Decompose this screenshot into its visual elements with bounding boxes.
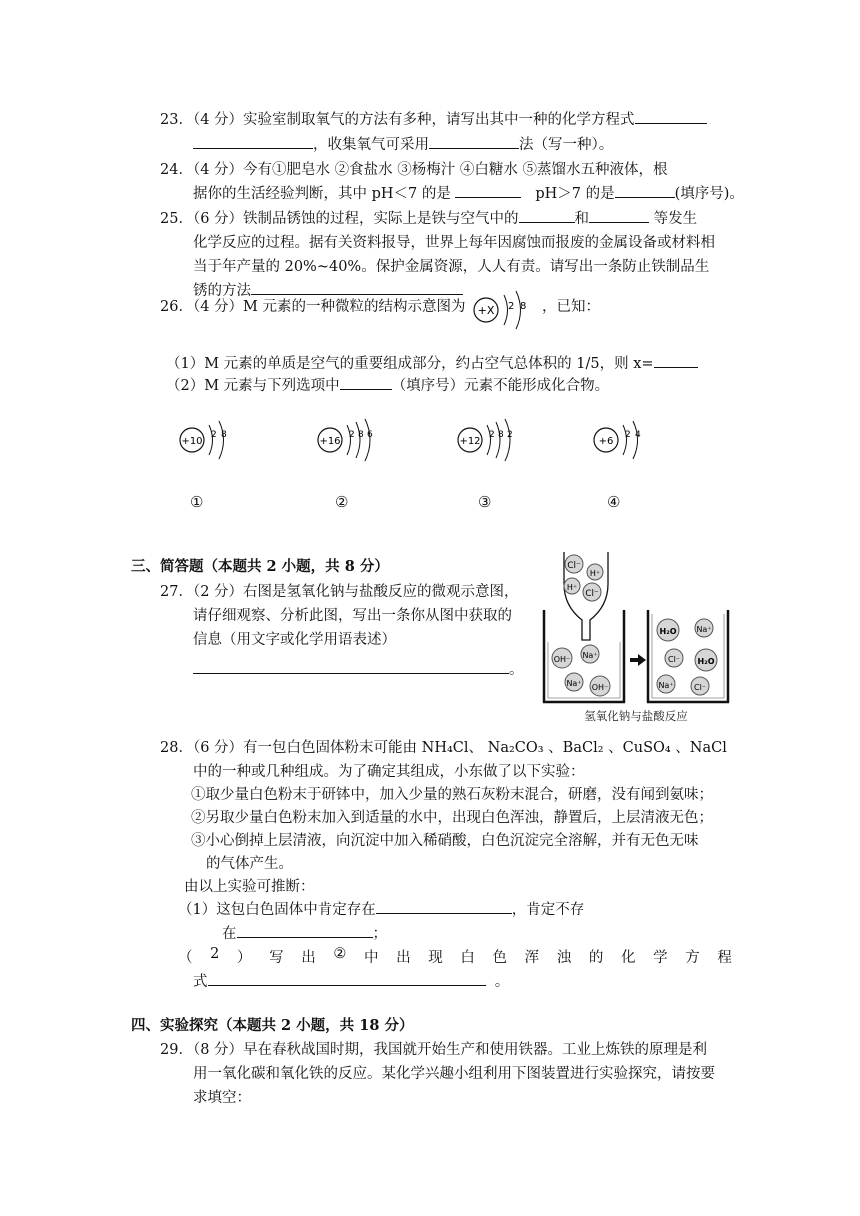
option-label-2: ②: [335, 493, 349, 511]
answer-blank: [429, 134, 519, 149]
svg-text:Cl⁻: Cl⁻: [567, 561, 581, 571]
q28-line1: 28．（6 分）有一包白色固体粉末可能由 NH₄Cl、 Na₂CO₃ 、BaCl₂ 、CuSO₄ 、NaCl: [160, 740, 727, 756]
q27-line1: 27．（2 分）右图是氢氧化钠与盐酸反应的微观示意图，: [160, 584, 519, 600]
q25-line2: 化学反应的过程。据有关资料报导，世界上每年因腐蚀而报废的金属设备或材料相: [193, 235, 715, 251]
q28-exp1: ①取少量白色粉末于研钵中，加入少量的熟石灰粉末混合，研磨，没有闻到氨味；: [191, 787, 713, 803]
q25-line1: 25．（6 分）铁制品锈蚀的过程，实际上是铁与空气中的 和 等发生: [160, 207, 697, 228]
svg-text:+X: +X: [477, 304, 495, 317]
q28-line2: 中的一种或几种组成。为了确定其组成，小东做了以下实验：: [193, 764, 585, 780]
svg-text:Cl⁻: Cl⁻: [693, 683, 707, 692]
svg-text:+12: +12: [459, 436, 481, 447]
svg-text:Cl⁻: Cl⁻: [667, 655, 681, 664]
atom-option-1: [176, 415, 256, 465]
atom-structure-diagram: [470, 285, 534, 335]
svg-text:OH⁻: OH⁻: [553, 655, 571, 664]
q28-answer1-cont: 在 ；: [222, 922, 387, 943]
answer-blank: [635, 109, 707, 124]
answer-blank: [193, 659, 509, 674]
svg-text:2: 2: [211, 430, 217, 440]
atom-option-4: [590, 415, 670, 465]
svg-text:H₂O: H₂O: [659, 627, 677, 636]
section-4-heading: 四、实验探究（本题共 2 小题，共 18 分）: [131, 1017, 414, 1034]
svg-text:Na⁺: Na⁺: [582, 651, 598, 660]
q27-line3: 信息（用文字或化学用语表述）: [193, 632, 396, 648]
svg-text:8: 8: [520, 301, 527, 312]
svg-text:H⁺: H⁺: [566, 583, 578, 592]
answer-blank: [654, 353, 698, 368]
svg-text:6: 6: [367, 430, 373, 440]
q28-exp3: ③小心倒掉上层清液，向沉淀中加入稀硝酸，白色沉淀完全溶解，并有无色无味: [191, 833, 699, 849]
q26-sub2: （2）M 元素与下列选项中 （填序号）元素不能形成化合物。: [166, 374, 609, 395]
option-label-4: ④: [607, 493, 621, 511]
q29-line2: 用一氧化碳和氧化铁的反应。某化学兴趣小组利用下图装置进行实验探究，请按要: [193, 1066, 715, 1082]
answer-blank: [615, 183, 675, 198]
answer-blank: [519, 208, 575, 223]
svg-text:2: 2: [625, 430, 631, 440]
atom-option-2: [314, 415, 394, 465]
q28-answer2-cont: 式 。: [193, 970, 509, 991]
svg-text:OH⁻: OH⁻: [591, 683, 609, 692]
q24-line2: 据你的生活经验判断，其中 pH＜7 的是 pH＞7 的是 (填序号)。: [193, 182, 744, 203]
svg-text:8: 8: [221, 430, 227, 440]
svg-text:+16: +16: [319, 436, 341, 447]
svg-text:4: 4: [635, 430, 641, 440]
option-label-1: ①: [190, 493, 204, 511]
svg-text:2: 2: [349, 430, 355, 440]
svg-text:8: 8: [358, 430, 364, 440]
option-label-3: ③: [478, 493, 492, 511]
atom-option-3: [454, 415, 534, 465]
svg-text:2: 2: [507, 430, 513, 440]
q26-line1: 26．（4 分）M 元素的一种微粒的结构示意图为: [160, 299, 466, 315]
q29-line3: 求填空：: [193, 1090, 251, 1106]
q28-exp3-cont: 的气体产生。: [206, 856, 293, 872]
svg-text:+10: +10: [181, 436, 203, 447]
q27-answer-line: 。: [193, 658, 524, 679]
q28-answer1: （1）这包白色固体中肯定存在 ，肯定不存: [178, 898, 584, 919]
q23-line1: 23．（4 分）实验室制取氧气的方法有多种，请写出其中一种的化学方程式: [160, 108, 707, 129]
q27-line2: 请仔细观察、分析此图，写出一条你从图中获取的: [193, 608, 512, 624]
q28-infer: 由以上实验可推断：: [184, 879, 315, 895]
q28-exp2: ②另取少量白色粉末加入到适量的水中，出现白色浑浊，静置后，上层清液无色；: [191, 810, 713, 826]
reaction-diagram: [538, 548, 734, 728]
svg-text:Na⁺: Na⁺: [566, 679, 582, 688]
section-3-heading: 三、简答题（本题共 2 小题，共 8 分）: [131, 558, 389, 575]
answer-blank: [340, 375, 392, 390]
svg-text:Na⁺: Na⁺: [696, 625, 712, 634]
svg-text:2: 2: [489, 430, 495, 440]
q29-line1: 29．（8 分）早在春秋战国时期，我国就开始生产和使用铁器。工业上炼铁的原理是利: [160, 1042, 708, 1058]
svg-text:Na⁺: Na⁺: [658, 681, 674, 690]
q23-line2: ，收集氧气可采用 法（写一种）。: [193, 133, 613, 154]
answer-blank: [251, 280, 463, 295]
answer-blank: [589, 208, 649, 223]
q24-line1: 24．（4 分）今有①肥皂水 ②食盐水 ③杨梅汁 ④白糖水 ⑤蒸馏水五种液体，根: [160, 162, 668, 178]
svg-text:8: 8: [498, 430, 504, 440]
q26-sub1: （1）M 元素的单质是空气的重要组成部分，约占空气总体积的 1/5，则 x=: [166, 352, 698, 373]
answer-blank: [376, 899, 512, 914]
svg-text:2: 2: [508, 301, 515, 312]
answer-blank: [193, 134, 313, 149]
answer-blank: [208, 971, 486, 986]
q25-line3: 当于年产量的 20%~40%。保护金属资源，人人有责。请写出一条防止铁制品生: [193, 259, 710, 275]
q28-answer2-line: （ 2 ） 写 出 ② 中 出 现 白 色 浑 浊 的 化 学 方 程: [178, 946, 732, 966]
svg-text:H⁺: H⁺: [589, 569, 601, 578]
answer-blank: [237, 923, 373, 938]
svg-text:+6: +6: [598, 436, 614, 447]
q26-known: ，已知：: [542, 299, 600, 315]
svg-text:氢氧化钠与盐酸反应: 氢氧化钠与盐酸反应: [584, 709, 688, 723]
answer-blank: [455, 183, 521, 198]
svg-text:Cl⁻: Cl⁻: [585, 589, 599, 599]
q25-line4: 锈的方法: [193, 279, 463, 300]
svg-text:H₂O: H₂O: [697, 657, 715, 666]
